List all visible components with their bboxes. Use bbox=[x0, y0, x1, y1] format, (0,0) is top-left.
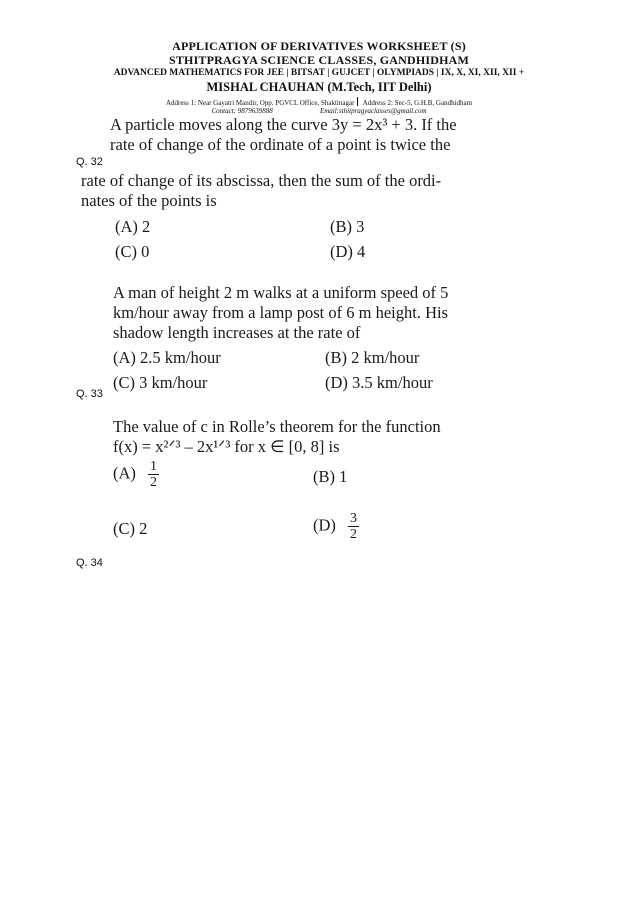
q33-line-1: A man of height 2 m walks at a uniform speed of 5 bbox=[113, 283, 449, 302]
q34-line-1: The value of c in Rolle’s theorem for the function bbox=[113, 417, 441, 436]
q32-line-2: rate of change of the ordinate of a point is twice the bbox=[110, 135, 451, 154]
q32-option-c: (C) 0 bbox=[115, 242, 150, 261]
address-divider bbox=[357, 97, 358, 106]
contact-email: Email:sthitpragyaclasses@gmail.com bbox=[319, 107, 427, 115]
q34-option-a-label: (A) bbox=[113, 463, 136, 483]
contact-row bbox=[0, 107, 638, 115]
courses-line: ADVANCED MATHEMATICS FOR JEE | BITSAT | GUJCET | OLYMPIADS | IX, X, XI, XII, XII + bbox=[113, 68, 525, 78]
q34-number: Q. 34 bbox=[76, 557, 103, 569]
q33-number: Q. 33 bbox=[76, 388, 103, 400]
q33-option-d: (D) 3.5 km/hour bbox=[325, 373, 433, 392]
q33-option-a: (A) 2.5 km/hour bbox=[113, 348, 221, 367]
q34-line-2: f(x) = x²ᐟ³ – 2x¹ᐟ³ for x ∈ [0, 8] is bbox=[113, 437, 340, 456]
q34-option-d-label: (D) bbox=[313, 515, 336, 535]
q34-option-d bbox=[313, 511, 359, 542]
address-1: Address 1: Near Gayatri Mandir, Opp. PGVCL Office, Shaktinagar bbox=[165, 99, 355, 107]
q32-option-d: (D) 4 bbox=[330, 242, 366, 261]
q33-line-3: shadow length increases at the rate of bbox=[113, 323, 361, 342]
q33-line-2: km/hour away from a lamp post of 6 m height. His bbox=[113, 303, 448, 322]
fraction-denominator: 2 bbox=[150, 475, 158, 490]
worksheet-title: APPLICATION OF DERIVATIVES WORKSHEET (S) bbox=[172, 39, 466, 53]
contact-number: Contact: 9879639888 bbox=[211, 107, 273, 115]
q34-option-d-fraction bbox=[348, 511, 359, 542]
address-row bbox=[0, 97, 638, 107]
q34-option-b: (B) 1 bbox=[313, 467, 348, 486]
q34-option-a-fraction bbox=[148, 459, 159, 490]
address-block bbox=[0, 97, 638, 115]
q34-option-c: (C) 2 bbox=[113, 519, 148, 538]
q32-line-3: rate of change of its abscissa, then the sum of the ordi- bbox=[81, 171, 442, 190]
fraction-numerator: 3 bbox=[350, 511, 358, 526]
q32-line-1: A particle moves along the curve 3y = 2x³ + 3. If the bbox=[110, 115, 457, 134]
q32-option-b: (B) 3 bbox=[330, 217, 365, 236]
q33-option-b: (B) 2 km/hour bbox=[325, 348, 420, 367]
q32-option-a: (A) 2 bbox=[115, 217, 151, 236]
address-2: Address 2: Sec-5, G.H.B, Gandhidham bbox=[362, 99, 473, 107]
q32-number: Q. 32 bbox=[76, 156, 103, 168]
fraction-numerator: 1 bbox=[150, 459, 158, 474]
q32-line-4: nates of the points is bbox=[81, 191, 217, 210]
q34-option-a bbox=[113, 459, 159, 490]
teacher-name: MISHAL CHAUHAN (M.Tech, IIT Delhi) bbox=[206, 80, 432, 94]
fraction-denominator: 2 bbox=[350, 527, 358, 542]
institute-name: STHITPRAGYA SCIENCE CLASSES, GANDHIDHAM bbox=[168, 53, 470, 67]
q33-option-c: (C) 3 km/hour bbox=[113, 373, 208, 392]
